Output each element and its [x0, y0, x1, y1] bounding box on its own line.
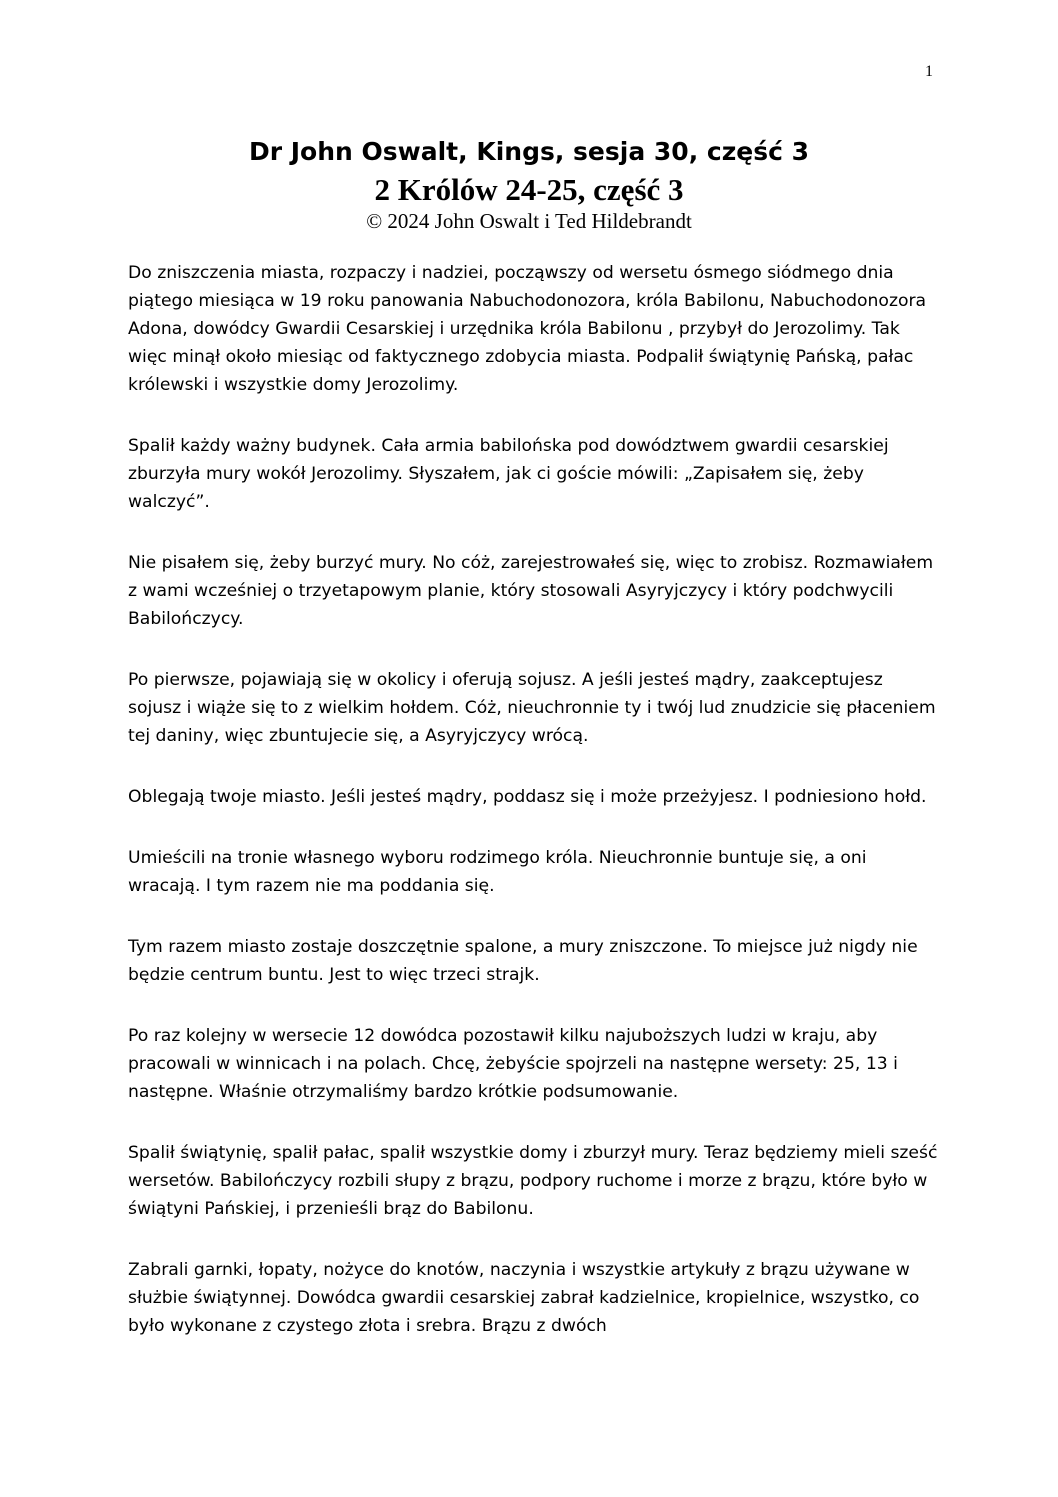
- document-subtitle: 2 Królów 24-25, część 3: [374, 172, 684, 207]
- paragraph: Oblegają twoje miasto. Jeśli jesteś mądry, poddasz się i może przeżyjesz. I podniesiono hołd.: [128, 787, 927, 807]
- paragraph: Do zniszczenia miasta, rozpaczy i nadziei, począwszy od wersetu ósmego siódmego dnia piątego miesiąca w 19 roku panowania Nabuchodonozora, króla Babilonu, Nabuchodonozora Adona, dowódcy Gwardii Cesarskiej i urzędnika króla Babilonu , przybył do Jerozolimy. Tak więc minął około miesiąc od faktycznego zdobycia miasta. Podpalił świątynię Pańską, pałac królewski i wszystkie domy Jerozolimy.: [128, 263, 927, 395]
- paragraph: Spalił świątynię, spalił pałac, spalił wszystkie domy i zburzył mury. Teraz będziemy mieli sześć wersetów. Babilończycy rozbili słupy z brązu, podpory ruchome i morze z brązu, które było w świątyni Pańskiej, i przenieśli brąz do Babilonu.: [128, 1143, 938, 1219]
- document-title: Dr John Oswalt, Kings, sesja 30, część 3: [248, 137, 810, 166]
- paragraph: Umieścili na tronie własnego wyboru rodzimego króla. Nieuchronnie buntuje się, a oni wracają. I tym razem nie ma poddania się.: [128, 848, 867, 896]
- paragraph: Spalił każdy ważny budynek. Cała armia babilońska pod dowództwem gwardii cesarskiej zburzyła mury wokół Jerozolimy. Słyszałem, jak ci goście mówili: „Zapisałem się, żeby walczyć”.: [128, 436, 889, 512]
- document-body: [128, 259, 938, 1373]
- paragraph: Nie pisałem się, żeby burzyć mury. No cóż, zarejestrowałeś się, więc to zrobisz. Rozmawiałem z wami wcześniej o trzyetapowym planie, który stosowali Asyryjczycy i który podchwycili Babilończycy.: [128, 553, 934, 629]
- page-number: 1: [925, 63, 933, 80]
- document-header: [0, 132, 1058, 234]
- paragraph: Po raz kolejny w wersecie 12 dowódca pozostawił kilku najuboższych ludzi w kraju, aby pracowali w winnicach i na polach. Chcę, żebyście spojrzeli na następne wersety: 25, 13 i następne. Właśnie otrzymaliśmy bardzo krótkie podsumowanie.: [128, 1026, 898, 1102]
- paragraph: Po pierwsze, pojawiają się w okolicy i oferują sojusz. A jeśli jesteś mądry, zaakceptujesz sojusz i wiąże się to z wielkim hołdem. Cóż, nieuchronnie ty i twój lud znudzicie się płaceniem tej daniny, więc zbuntujecie się, a Asyryjczycy wrócą.: [128, 670, 936, 746]
- paragraph: Zabrali garnki, łopaty, nożyce do knotów, naczynia i wszystkie artykuły z brązu używane w służbie świątynnej. Dowódca gwardii cesarskiej zabrał kadzielnice, kropielnice, wszystko, co było wykonane z czystego złota i srebra. Brązu z dwóch: [128, 1260, 920, 1336]
- copyright-line: © 2024 John Oswalt i Ted Hildebrandt: [366, 209, 692, 233]
- paragraph: Tym razem miasto zostaje doszczętnie spalone, a mury zniszczone. To miejsce już nigdy nie będzie centrum buntu. Jest to więc trzeci strajk.: [128, 937, 918, 985]
